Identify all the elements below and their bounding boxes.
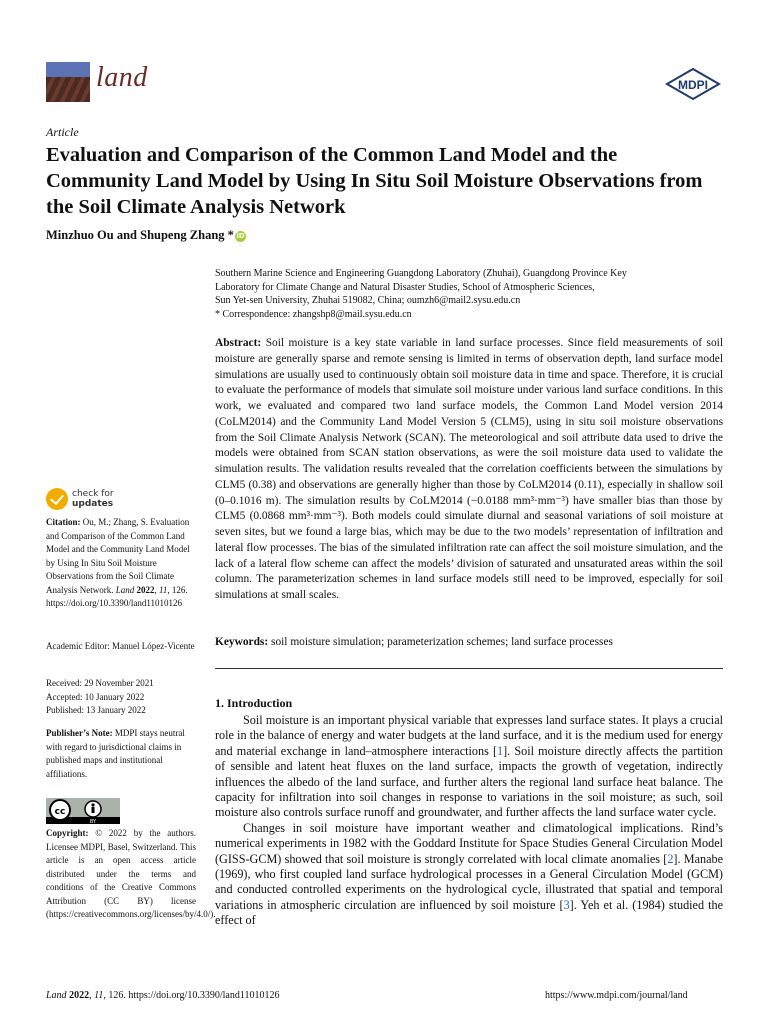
- citation-volume: 11: [159, 584, 168, 595]
- publisher-note-text: MDPI stays neutral with regard to jurisdictional claims in published maps and institutional affiliations.: [46, 728, 185, 779]
- dates: [46, 677, 196, 718]
- paragraph: [215, 821, 723, 929]
- footer-volume: 11: [94, 990, 104, 1001]
- copyright-label: Copyright:: [46, 828, 89, 838]
- text-run: Changes in soil moisture have important weather and climatological implications. Rind’s numerical experiments in 1982 with the Goddard Institute for Space Studies General Circulation Model (GISS-GCM) showed that soil moisture is strongly correlated with local climate anomalies [: [215, 820, 723, 866]
- footer-year: 2022: [69, 990, 90, 1001]
- accepted-date: Accepted: 10 January 2022: [46, 691, 145, 702]
- journal-name: land: [96, 62, 148, 93]
- affiliation-line: Sun Yet-sen University, Zhuhai 519082, China; oumzh6@mail2.sysu.edu.cn: [215, 295, 521, 306]
- text-run: ]. Manabe (1969), who first coupled land surface hydrological processes in a General Circulation Model (GCM) and conducted controlled experiments on the hydrological cycle, illustrated that spatial and temporal variations in atmospheric circulation are influenced by soil moisture [: [215, 851, 724, 912]
- citation-doi[interactable]: , 126. https://doi.org/10.3390/land11010126: [46, 584, 188, 608]
- authors-text: Minzhuo Ou and Shupeng Zhang *: [46, 228, 234, 242]
- journal-logo-icon: [46, 62, 90, 102]
- orcid-icon[interactable]: iD: [236, 232, 245, 240]
- publisher-name: MDPI: [678, 78, 708, 92]
- correspondence: * Correspondence: zhangshp8@mail.sysu.edu.cn: [215, 308, 412, 320]
- abstract-text: Soil moisture is a key state variable in land surface processes. Since field measurements of soil moisture are generally sparse and remote sensing is limited in terms of observation depth, land surface model simulations are usually used to continuously obtain soil moisture data in time and space. Therefore, it is crucial to evaluate the performance of models that simulate soil moisture under various land surface conditions. In this work, we evaluated and compared two land surface models, the Common Land Model version 2014 (CoLM2014) and the Community Land Model Version 5 (CLM5), using in situ soil moisture observations from the Soil Climate Analysis Network (SCAN). The meteorological and soil attribute data used to drive the models were obtained from SCAN station observations, as were the soil moisture data used to validate the simulation results. The validation results revealed that the correlation coefficients between the simulations by CLM5 (0.38) and observations are generally higher than those by CoLM2014 (0.11), especially in shallow soil (0–0.1016 m). The simulation results by CoLM2014 (−0.0188 mm³·mm⁻³) have smaller bias than those by CLM5 (0.0868 mm³·mm⁻³). Both models could simulate diurnal and seasonal variations of soil moisture at seven sites, but we found a large bias, which may be due to the two models’ representation of infiltration and lateral flow processes. The bias of the simulated infiltration rate can affect the soil moisture simulation, and the lack of a lateral flow scheme can affect the models’ division of saturated and unsaturated areas within the soil column. The parameterization schemes in land surface models still need to be improved, especially for soil simulations at small scales.: [215, 337, 723, 601]
- copyright: [46, 827, 216, 922]
- copyright-text: © 2022 by the authors. Licensee MDPI, Basel, Switzerland. This article is an open access article distributed under the terms and conditions of the Creative Commons Attribution (CC BY) license (https://creativecommons.org/licenses/by/4.0/).: [46, 828, 216, 919]
- publisher-note-label: Publisher’s Note:: [46, 728, 113, 738]
- citation-block: Citation: Ou, M.; Zhang, S. Evaluation and Comparison of the Common Land Model and the Community Land Model by Using In Situ Soil Moisture Observations from the Soil Climate Analysis Network. Land 2022, 11, 126. https://doi.org/10.3390/land11010126: [46, 517, 190, 608]
- paragraph: [215, 713, 723, 821]
- cc-by-license-icon[interactable]: [46, 798, 120, 824]
- text-run: ]. Soil moisture directly affects the partition of sensible and latent heat fluxes on the land surface, impacts the growth of vegetation, indirectly influences the albedo of the land surface, and further alters the regional land surface heat balance. The capacity for infiltration into soil changes in response to variations in the soil moisture; as such, soil moisture also controls surface runoff and groundwater, and further affects the land surface water cycle.: [215, 743, 723, 820]
- updates-label: updates: [72, 499, 114, 509]
- published-date: Published: 13 January 2022: [46, 705, 146, 715]
- check-label: check for: [72, 489, 114, 499]
- citation-year: 2022: [136, 584, 155, 595]
- mdpi-logo-icon: [664, 68, 722, 102]
- affiliation-line: Laboratory for Climate Change and Natural Disaster Studies, School of Atmospheric Sciences,: [215, 281, 595, 293]
- keywords-label: Keywords:: [215, 636, 269, 648]
- citation-journal: Land: [115, 584, 135, 595]
- svg-text:BY: BY: [89, 819, 97, 824]
- svg-text:cc: cc: [54, 807, 66, 817]
- citation-link[interactable]: 1: [497, 743, 504, 758]
- publisher-note: [46, 727, 196, 781]
- abstract: [215, 336, 723, 604]
- citation-text: Ou, M.; Zhang, S. Evaluation and Comparison of the Common Land Model and the Community Land Model by Using In Situ Soil Moisture Observations from the Soil Climate Analysis Network.: [46, 517, 190, 595]
- divider: [215, 668, 723, 669]
- citation-link[interactable]: 2: [667, 851, 674, 866]
- authors: [46, 228, 246, 243]
- section-heading: 1. Introduction: [215, 696, 293, 710]
- citation-label: Citation:: [46, 517, 81, 527]
- citation-link[interactable]: 3: [563, 897, 570, 912]
- affiliation-line: Southern Marine Science and Engineering Guangdong Laboratory (Zhuhai), Guangdong Province Key: [215, 268, 627, 279]
- keywords: [215, 636, 723, 648]
- check-icon: [46, 488, 68, 510]
- received-date: Received: 29 November 2021: [46, 678, 154, 688]
- affiliation: [215, 267, 715, 321]
- abstract-label: Abstract:: [215, 337, 262, 349]
- article-title: Evaluation and Comparison of the Common Land Model and the Community Land Model by Using In Situ Soil Moisture Observations from the Soil Climate Analysis Network: [46, 144, 703, 218]
- footer-journal: Land: [46, 990, 67, 1001]
- text-run: Soil moisture is an important physical variable that expresses land surface states. It plays a crucial role in the balance of energy and water budgets at the land surface, and it is the medium used for energy and material exchange in land–atmosphere interactions [: [215, 713, 723, 758]
- text-run: ]. Yeh et al. (1984) studied the effect of: [215, 897, 723, 928]
- keywords-text: soil moisture simulation; parameterization schemes; land surface processes: [271, 636, 613, 648]
- footer-doi[interactable]: , 126. https://doi.org/10.3390/land11010126: [103, 990, 280, 1001]
- footer-citation: Land 2022, 11, 126. https://doi.org/10.3390/land11010126: [46, 990, 280, 1001]
- intro-body: [215, 713, 723, 929]
- footer-url[interactable]: https://www.mdpi.com/journal/land: [545, 990, 688, 1001]
- article-type: Article: [46, 125, 79, 139]
- academic-editor: Academic Editor: Manuel López-Vicente: [46, 641, 195, 651]
- check-for-updates-button[interactable]: [46, 488, 156, 514]
